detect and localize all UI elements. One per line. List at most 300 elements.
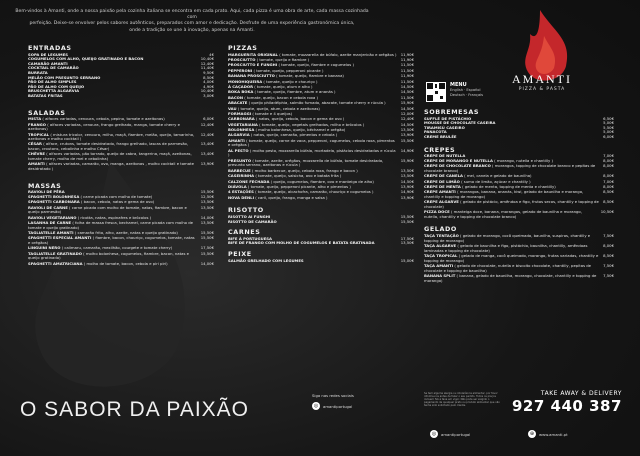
menu-item-title: BATATAS FRITAS: [28, 92, 63, 98]
menu-item-price: 13,50€: [400, 127, 414, 133]
section-title: CARNES: [228, 228, 261, 237]
menu-item-title: DIÁVOLA: [228, 183, 247, 189]
menu-item-title: TAÇA TROPICAL: [424, 253, 458, 259]
section-title: GELADO: [424, 225, 457, 234]
menu-item-description: ( tomate, queijo, pepperoni picante ): [253, 67, 324, 73]
menu-item-price: 12,00€: [400, 110, 414, 116]
menu-item-price: 11,40€: [200, 65, 214, 71]
menu-item-title: LASANHA DE CARNE: [28, 219, 72, 225]
menu-item-description: ( gelado de morango, cocô queimado, baunilha, suspiros, chantilly e topping de morango): [424, 233, 591, 243]
menu-item-price: 11,50€: [400, 78, 414, 84]
menu-item: [424, 244, 614, 253]
takeaway-label: TAKE AWAY & DELIVERY: [540, 390, 622, 397]
menu-item-title: VEGETARIANA: [228, 121, 258, 127]
menu-item: [228, 259, 414, 264]
menu-item-title: AL PESTO: [228, 147, 249, 153]
globe-icon: ⊕: [529, 431, 535, 437]
menu-item-title: SPAGHETTI BOLONHESA: [28, 193, 80, 199]
menu-item-description: ( manteiga doce, banana, morangos, gelado de baunilha e morango, nutella, chantilly e topping de chocolate branco): [424, 209, 582, 219]
menu-item: [28, 142, 214, 151]
menu-item-title: BOLONHESA: [228, 127, 255, 133]
menu-item-title: RISOTTO DE CAMARÃO: [228, 218, 277, 224]
section-title: CREPES: [424, 145, 456, 154]
menu-item-title: AMANTI: [228, 137, 245, 143]
menu-item-description: ( gelado de manga, cocô queimado, morango, frutas variadas, chantilly e topping de morango): [424, 253, 599, 263]
instagram-icon: ◎: [431, 431, 437, 437]
menu-item-title: BACON: [228, 94, 244, 100]
menu-item-name: [28, 123, 197, 132]
menu-item-name: [228, 259, 304, 264]
menu-item-name: [424, 274, 599, 283]
menu-item-price: 7,50€: [603, 263, 614, 268]
menu-item-title: CREPE DE MENTA: [424, 183, 461, 189]
menu-item-price: 7,50€: [603, 272, 614, 278]
menu-item-price: 13,40€: [200, 151, 214, 157]
gelado-list: [424, 234, 614, 283]
brand-logo: [492, 6, 592, 102]
menu-item-price: 9,50€: [203, 69, 214, 75]
menu-item-title: CREPE DE MORANGO E NUTELLA: [424, 157, 493, 163]
phone-number[interactable]: 927 440 387: [512, 397, 622, 415]
menu-item-price: 15,50€: [200, 250, 214, 256]
menu-item-price: 15,90€: [400, 100, 414, 106]
menu-item-title: CREPE DE CHOCOLATE BRANCO: [424, 163, 491, 169]
menu-item-title: PROSCIUTTO: [228, 56, 256, 62]
menu-item-description: ( bacon, cebola, natas e gema de ovo): [80, 199, 155, 205]
menu-item-description: ( camarão frito, alho, azeite, natas e queijo gratinado): [74, 229, 178, 235]
menu-item: [28, 206, 214, 215]
menu-item-description: ( tomate, azeite, orégãos, mozzarella de búfala, tomate desidratado, presunto serrano, azeitonas e rúcula ): [228, 157, 384, 168]
section-title: SALADAS: [28, 108, 66, 117]
menu-item-name: [228, 139, 397, 148]
menu-item-price: 3,00€: [203, 92, 214, 98]
menu-item-description: ( tomate, queijo, carne de vaca, pepperoni, cogumelos, cebola roxa, pimentos e orégãos ): [228, 137, 395, 148]
menu-item-description: ( sumo de limão, açúcar e chantilly ): [461, 178, 531, 184]
menu-item-price: 12,40€: [200, 131, 214, 137]
menu-item-title: BRUSCHETTA ALGARVIA: [28, 88, 80, 94]
menu-item-description: ( tomate, mozzarella de búfalo, azeite manjericão e orégãos ): [279, 51, 397, 57]
menu-item-name: [28, 152, 197, 161]
section-title: MASSAS: [28, 181, 62, 190]
menu-item-title: PROSCIUTTO E FUNGHI: [228, 62, 278, 68]
menu-item-name: [28, 206, 197, 215]
menu-item-price: 11,50€: [400, 62, 414, 68]
menu-item-title: PÃO DE ALHO SIMPLES: [28, 79, 77, 85]
menu-item-price: 8,00€: [603, 173, 614, 179]
menu-item-description: ( gelado de menta, topping de menta e chantilly): [462, 183, 556, 189]
menu-item-price: 10,40€: [200, 56, 214, 62]
menu-item: [228, 196, 414, 201]
menu-item-description: ( queijo, cogumelos, fiambre, ovo e manteiga de alho): [270, 178, 374, 184]
social-label-text: Siga nas redes sociais: [312, 393, 354, 398]
menu-item-price: 12,40€: [200, 60, 214, 66]
menu-item-description: ( morangos, banana, ananás, kiwi, gelado de baunilha e morango, chantilly e topping de morango): [424, 189, 584, 199]
menu-item-title: AMANTI: [28, 161, 45, 167]
menu-item-title: PIZZA DOCE: [424, 209, 450, 215]
menu-item-name: [424, 254, 599, 263]
menu-item-price: 11,90€: [400, 51, 414, 57]
crepes-list: [424, 154, 614, 219]
menu-item-description: ( tomate, queijo, atum, cebola e azeitonas): [237, 105, 320, 111]
menu-item-price: 13,50€: [200, 199, 214, 205]
menu-item-price: 14,00€: [200, 260, 214, 266]
menu-item-description: ( tomate, queijo, atum e alho ): [254, 83, 313, 89]
menu-item-name: [28, 221, 197, 230]
menu-item-title: PRESUNTO: [228, 157, 252, 163]
menu-item-description: ( molho de tomate, bacon, cebola e piri piri): [83, 260, 168, 266]
menu-item-description: ( carne picada com molho de tomate): [80, 193, 153, 199]
menu-item-title: CHÈVRE: [28, 151, 46, 157]
menu-item-title: ALGARVIA: [228, 132, 250, 138]
menu-item-description: ( molho bolonhesa, queijo, béchamel e orégão): [255, 127, 346, 133]
menu-item-name: [28, 142, 197, 151]
menu-item-name: [424, 264, 599, 273]
menu-item-description: ( morango, nutella e chantilly ): [494, 157, 553, 163]
menu-item-title: PÃO DE ALHO COM QUEIJO: [28, 83, 85, 89]
menu-item-price: 14,00€: [200, 214, 214, 220]
menu-item-title: ABACATE: [228, 100, 248, 106]
menu-item-description: ( folha de massa fresca, bechamel, carne picada com molho de tomate e queijo gratinado): [28, 219, 193, 230]
intro-line: onde a tradição se une à inovação, apenas na Amanti.: [129, 27, 255, 33]
menu-item-title: TAÇA TENTAÇÃO: [424, 233, 459, 239]
menu-item-price: 15,50€: [200, 229, 214, 235]
menu-item-description: ( ricotta, natas, espinafres e brócolos ): [77, 214, 152, 220]
menu-item-price: 13,90€: [400, 183, 414, 189]
menu-item-description: ( tomate, queijo, pepperoni picante, alho e pimentos ): [247, 183, 351, 189]
menu-item-price: 17,50€: [200, 245, 214, 251]
menu-item-price: 13,90€: [400, 194, 414, 200]
menu-item-title: COGUMELOS COM ALHO, QUEIJO GRATINADO E BACON: [28, 56, 144, 62]
menu-item-price: 12,50€: [200, 193, 214, 199]
menu-item-title: LINGUINI NERO: [28, 245, 61, 251]
menu-item-title: CREPE AMANTI: [424, 189, 456, 195]
menu-item-description: ( natas, queijo, camarão, pimentos e cebola ): [250, 132, 338, 138]
menu-item-name: [424, 200, 599, 209]
menu-item-title: RAVIOLI DE CARNE: [28, 204, 68, 210]
menu-item-title: CREME BRULÉE: [424, 133, 457, 139]
menu-item-title: À CAÇADOR: [228, 83, 254, 89]
menu-item-title: TAGLIATELLE GRATINADO: [28, 250, 82, 256]
language-line: Deutsch · Français: [450, 93, 484, 97]
menu-item-name: [228, 159, 397, 168]
menu-item-title: RAVIOLI VEGETARIANO: [28, 214, 77, 220]
menu-item-description: ( alfaces variadas, pão torrado, queijo de cabra, tangerina, maçã, azeitonas, tomate cherry, molho de mel e cebolinha): [28, 151, 192, 162]
carnes-list: [228, 237, 414, 246]
menu-item-price: 6,00€: [603, 133, 614, 139]
menu-item-price: 10,50€: [600, 209, 614, 215]
menu-item-price: 17,50€: [400, 235, 414, 241]
menu-item-price: 14,50€: [400, 121, 414, 127]
menu-item-description: ( alfaces variadas, cenoura, cebola, pepino, tomate e azeitonas): [42, 116, 165, 122]
intro-line: perfeição. Deixe-se envolver pelos sabores autênticos, preparados com amor e dedicação. Desfrute de uma experiência gastronómica única,: [29, 21, 355, 27]
menu-item-title: RAVIOLI DE PÊRA: [28, 189, 65, 195]
menu-item-description: ( molho pesto, mozzarella búfala, mortadela, pistácios desidratados e rúcula ): [228, 147, 396, 158]
instagram-icon: ◎: [313, 403, 319, 409]
menu-item-description: ( tomate, queijo, vegetais grelhados, milho e brócolos ): [259, 121, 365, 127]
menu-item-description: ( natas, queijo, cebola, bacon e gema de ovo ): [255, 116, 345, 122]
menu-item-price: 13,50€: [400, 240, 414, 246]
menu-item-price: 11,50€: [400, 94, 414, 100]
menu-item-price: 4€: [209, 51, 214, 57]
brand-name: AMANTI: [512, 72, 572, 86]
menu-qr-code[interactable]: [426, 82, 446, 102]
menu-item-name: [28, 236, 197, 245]
menu-item: [424, 254, 614, 263]
menu-item: [28, 94, 214, 99]
menu-item: [28, 123, 214, 132]
menu-item-title: TAÇA AMANTI: [424, 263, 454, 268]
menu-item-price: 11,90€: [400, 73, 414, 79]
menu-item-description: ( gelado de chocolate, nutella e biscoito chocolate, chantilly, pepitas de chocolate e topping de baunilha): [424, 263, 591, 273]
pizzas-list: [228, 53, 414, 201]
menu-item-description: ( gelado de pistácio, amêndoa e figo, frutos secos, chantilly e topping de chocolate): [424, 199, 599, 209]
menu-item-title: CARBONARA: [228, 116, 255, 122]
menu-item-name: [28, 252, 197, 261]
menu-label: MENU: [450, 82, 467, 88]
menu-item-description: ( carne picada com molho de tomate, natas, fiambre, bacon e queijo parmesão): [28, 204, 187, 215]
menu-item-title: SPAGHETTI ESPECIAL AMANTI: [28, 235, 92, 241]
menu-item-name: [424, 244, 599, 253]
menu-item-price: 8,00€: [603, 157, 614, 163]
menu-item-description: ( tomate, queijo, alcachofra, camarão, chouriço e cogumelos ): [255, 189, 374, 195]
menu-item-price: 5,50€: [603, 124, 614, 130]
menu-item-name: [28, 133, 197, 142]
menu-item-price: 13,50€: [200, 219, 214, 225]
menu-item-title: BIFE À PORTUGUESA: [228, 235, 272, 241]
menu-item-title: SPAGHETTI AMATRICIANA: [28, 260, 83, 266]
menu-item-name: [424, 135, 457, 140]
menu-item-description: ( mistura tricolor, cenoura, milho, maçã, fiambre, melão, queijo, tamarinho, azeitonas e molho cocktail ): [28, 131, 195, 142]
menu-item-price: 4,00€: [203, 79, 214, 85]
menu-item-title: CAMARÃO AMANTI: [28, 60, 68, 66]
menu-item-price: 8,50€: [603, 189, 614, 195]
menu-languages: [450, 82, 483, 98]
menu-item-description: ( gelado de baunilha e figo, pistáchio, baunilha, chantilly, amêndoas laminadas e topping de chocolate): [424, 243, 588, 253]
section-title: PEIXE: [228, 249, 252, 258]
menu-item-price: 4,90€: [203, 83, 214, 89]
menu-item-title: RISOTTO AI FUNGHI: [228, 213, 271, 219]
menu-item-title: SPAGHETTI CARBONARA: [28, 199, 80, 205]
risotto-list: [228, 215, 414, 224]
qr-code-icon: [426, 82, 446, 102]
menu-item-price: 13,90€: [200, 161, 214, 167]
menu-item-title: TIRAMISÚ CASEIRO: [424, 124, 465, 130]
website-url: www.amanti.pt: [539, 431, 568, 437]
menu-item-price: 14,50€: [400, 89, 414, 95]
menu-item-price: 12,40€: [400, 116, 414, 122]
menu-item-price: 10,40€: [200, 88, 214, 94]
menu-item-title: TAÇA ALGARVE: [424, 243, 457, 249]
menu-item-price: 11,50€: [400, 67, 414, 73]
menu-item-title: PEPPERONI: [228, 67, 253, 73]
menu-item-title: 4 ESTAÇÕES: [228, 189, 254, 195]
menu-item-title: PANACOTA: [424, 129, 447, 135]
menu-item-title: BANANA SPLIT: [424, 272, 456, 278]
menu-item: [28, 262, 214, 267]
menu-item: [228, 241, 414, 246]
menu-item: [228, 220, 414, 225]
menu-item-price: 8,50€: [603, 199, 614, 205]
menu-item-price: 13,40€: [200, 141, 214, 147]
menu-item-price: 13,90€: [400, 132, 414, 138]
menu-item-title: TROPICAL: [28, 131, 50, 137]
brand-tagline: PIZZA & PASTA: [518, 87, 566, 92]
instagram-handle: amantiportugal: [441, 431, 471, 437]
menu-item-price: 14,90€: [400, 147, 414, 153]
menu-item-description: ( molho barbecue, queijo, cebola roxa, frango e bacon ): [251, 167, 358, 173]
menu-item-title: MARGUERITA ORIGINAL: [228, 51, 278, 57]
menu-item-description: ( molho bolonhesa, cogumelos, fiambre, bacon, natas e queijo gratinado): [28, 250, 189, 261]
social-link-main[interactable]: [312, 402, 352, 410]
menu-item-price: 6,00€: [203, 116, 214, 122]
menu-item: [228, 159, 414, 168]
footer-headline: O SABOR DA PAIXÃO: [20, 398, 250, 421]
menu-item-price: 14,50€: [400, 105, 414, 111]
menu-item-title: CASEIRINHA: [228, 173, 255, 179]
menu-item-title: TAGLIATELLE AMANTI: [28, 229, 74, 235]
menu-item-title: SUFFLÉ DE PISTÁCHIO: [424, 115, 472, 121]
menu-item-description: ( morangos, topping de chocolate branco e pepitas de chocolate branco): [424, 163, 596, 173]
language-line: English · Español: [450, 88, 481, 92]
menu-item-name: [424, 234, 599, 243]
section-title: ENTRADAS: [28, 44, 72, 52]
menu-item: [228, 149, 414, 158]
massas-list: [28, 190, 214, 266]
menu-item-price: 7,50€: [603, 233, 614, 239]
menu-item: [28, 252, 214, 261]
menu-item: [28, 152, 214, 161]
menu-item: [424, 190, 614, 199]
menu-item-name: [424, 190, 599, 199]
column-pizzas: [228, 46, 414, 263]
menu-item-title: CREPE DE CANELA: [424, 173, 463, 179]
social-handle: amantiportugal: [323, 403, 353, 409]
menu-item-description: ( alfaces variadas, cenoura, frango grelhado, manga, tomate cherry e azeitonas): [28, 121, 180, 132]
menu-item-price: 7,00€: [603, 178, 614, 184]
menu-item-title: BARBECUE: [228, 167, 251, 173]
menu-item: [424, 264, 614, 273]
menu-item-title: MISTA: [28, 116, 42, 122]
menu-item-price: 8,00€: [603, 183, 614, 189]
menu-item-description: ( alfaces variadas, camarão, ovo, manga, azeitonas , molho cocktail e tomate desidratado ): [28, 161, 194, 172]
menu-item-title: VAU: [228, 105, 237, 111]
menu-item: [424, 274, 614, 283]
column-starters-pasta: [28, 46, 214, 267]
menu-item-price: 8,50€: [203, 74, 214, 80]
menu-item-title: FRANGO: [28, 121, 46, 127]
intro-text: [12, 9, 372, 34]
menu-item-price: 14,50€: [400, 83, 414, 89]
menu-item-price: 5,00€: [603, 129, 614, 135]
menu-item-description: ( tomate e 4 queijos): [252, 110, 293, 116]
menu-item-title: CREPE ALGARVE: [424, 199, 459, 205]
section-title: SOBREMESAS: [424, 108, 480, 116]
menu-item-price: 13,50€: [200, 204, 214, 210]
menu-item: [28, 221, 214, 230]
menu-item-description: ( tomate, queijo, salsicha, ovo e batata frita ): [255, 173, 342, 179]
menu-item-title: MONOHIQUEIRA: [228, 78, 263, 84]
menu-item-price: 5,00€: [603, 120, 614, 126]
menu-item-name: [424, 210, 597, 219]
menu-item-name: [228, 220, 277, 225]
sobremesas-list: [424, 117, 614, 140]
menu-item-description: ( tomate, queijo, fiambre e cogumelos ): [278, 62, 354, 68]
menu-item-price: 15,50€: [400, 213, 414, 219]
menu-item-price: 15,50€: [400, 137, 414, 143]
menu-item-title: MOUSSE DE CHOCOLATE CASEIRA: [424, 120, 496, 126]
saladas-list: [28, 117, 214, 172]
menu-item-description: ( tomate, queijo e fiambre ): [256, 56, 310, 62]
menu-item-price: 15,50€: [200, 235, 214, 241]
takeaway-block: [512, 390, 622, 415]
menu-item-price: 15,00€: [400, 257, 414, 263]
menu-item: [424, 200, 614, 209]
menu-item-description: ( tomate, queijo, bacon e cebola roxa ): [244, 94, 319, 100]
menu-item-title: CALZONE FECHADA: [228, 178, 270, 184]
menu-item-description: ( banana, gelado de baunilha, morango, chocolate, chantilly e topping de morango): [424, 272, 597, 283]
menu-item-title: CÉSAR: [28, 141, 42, 147]
section-title: RISOTTO: [228, 206, 264, 215]
menu-item: [28, 236, 214, 245]
menu-item-description: ( alface, crutons, tomate desidratado, frango grelhado, lascas de parmesão, bacon, croutons, cebolinha e molho César): [28, 141, 189, 152]
menu-item: [424, 234, 614, 243]
allergy-note: Se tem alguma alergia ou intolerância alimentar, por favor informe-nos antes de fazer o seu pedido. Todos os preços incluem IVA à taxa em vigor. Não pode ser exigido o pagamento de qualquer prato ou produto alimentar que não tenha sido solicitado pelo cliente.: [424, 392, 500, 407]
menu-item-price: 8,00€: [603, 243, 614, 249]
menu-item-description: ( tomate, queijo, fiambre e banana): [276, 73, 344, 79]
menu-item-price: 11,90€: [400, 56, 414, 62]
menu-item-description: ( calimaru, camarão, mexilhão, courgete e tomate cherry): [61, 245, 173, 251]
menu-item-description: ( tomate, queijo, fiambre, atum e ananás ): [254, 89, 336, 95]
menu-item-price: 8,50€: [603, 253, 614, 259]
menu-item-name: [424, 164, 599, 173]
menu-item-name: [228, 241, 375, 246]
menu-item-description: ( tomate, queijo e chouriço ): [263, 78, 318, 84]
menu-item-title: BOKA BOKA: [228, 89, 254, 95]
website-link[interactable]: [528, 430, 568, 438]
menu-item-title: FORMAGGI: [228, 110, 252, 116]
menu-item-title: BIFE DE FRANGO COM MOLHO DE COGUMELOS E BATATA GRATINADA: [228, 240, 375, 246]
column-desserts: [424, 110, 614, 284]
intro-line: Bem-vindos à Amanti, onde a nossa paixão pela cozinha italiana se encontra em cada prato. Aqui, cada pizza é uma obra de arte, cada massa cozinhada com: [15, 9, 369, 21]
menu-item-price: 13,50€: [400, 167, 414, 173]
instagram-link[interactable]: [430, 430, 470, 438]
menu-item-price: 15,50€: [400, 218, 414, 224]
menu-item-name: [28, 94, 63, 99]
section-title: PIZZAS: [228, 44, 258, 52]
peixe-list: [228, 259, 414, 264]
menu-item-price: 13,50€: [400, 173, 414, 179]
entradas-list: [28, 53, 214, 99]
menu-item-title: SOPA DE LEGUMES: [28, 51, 69, 57]
menu-item-title: CREPE DE LIMÃO: [424, 178, 460, 184]
menu-item-price: 8,00€: [603, 163, 614, 169]
menu-item-name: [228, 149, 397, 158]
menu-item-price: 6,50€: [603, 115, 614, 121]
menu-item-title: CREPE DE NUTELLA: [424, 153, 466, 159]
menu-item-price: 14,90€: [400, 189, 414, 195]
social-label: [312, 393, 354, 398]
menu-item-title: BURRATA: [28, 69, 48, 75]
menu-item-price: 15,50€: [200, 189, 214, 195]
menu-item-description: ( fiambre, bacon, chouriço, cogumelos, tomate, natas e orégãos): [28, 235, 195, 245]
menu-item: [424, 135, 614, 140]
menu-item-name: [28, 262, 168, 267]
menu-item-description: ( caril, queijo, frango, manga e salsa ): [255, 194, 328, 200]
menu-item-title: NOVA DENLI: [228, 194, 254, 200]
menu-item-price: 14,50€: [400, 178, 414, 184]
menu-item-price: 12,40€: [200, 121, 214, 127]
menu-item: [228, 139, 414, 148]
